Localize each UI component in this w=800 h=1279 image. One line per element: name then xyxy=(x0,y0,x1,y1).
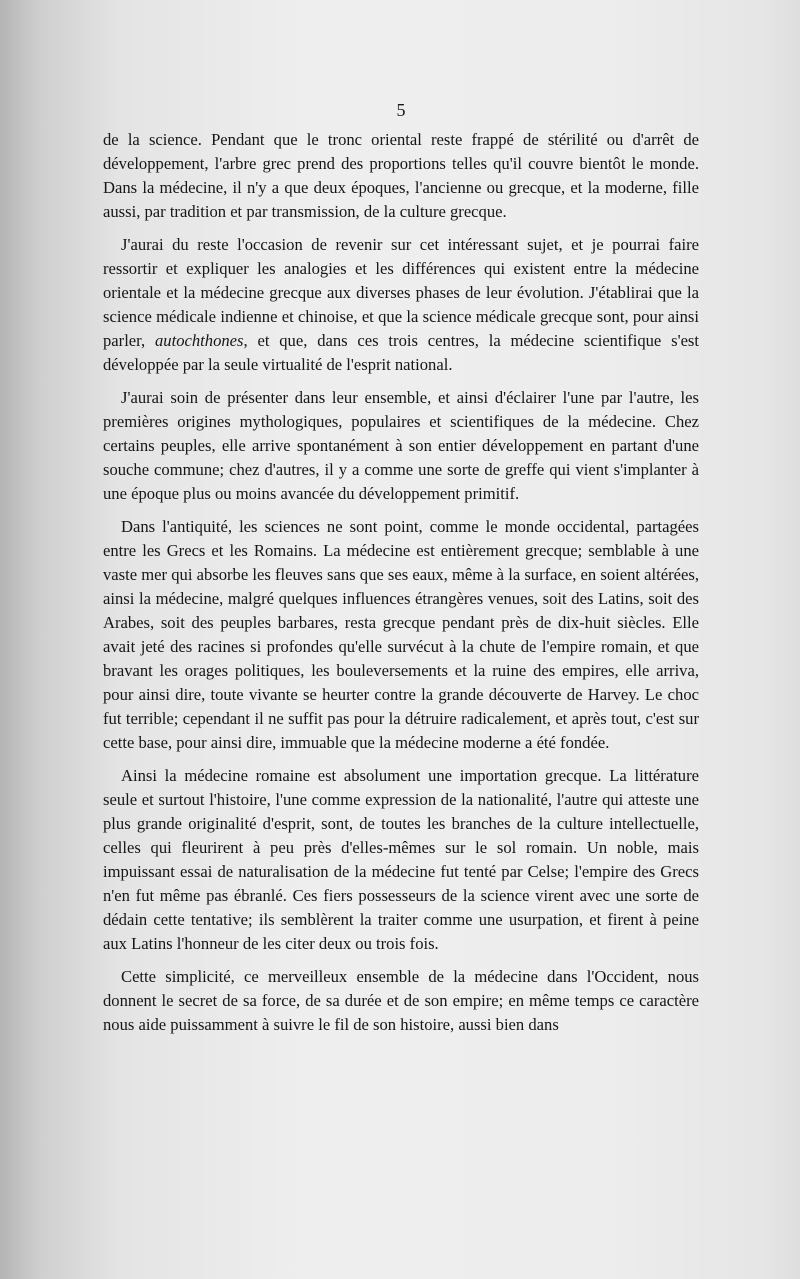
paragraph-5: Ainsi la médecine romaine est absolument une importation grecque. La littérature seule et surtout l'histoire, l'une comme expression de la nationalité, l'autre qui atteste une plus grande originalité d'esprit, sont, de toutes les branches de la culture intellectuelle, celles qui fleurirent à peu près d'elles-mêmes sur le sol romain. Un noble, mais impuissant essai de naturalisation de la médecine fut tenté par Celse; l'empire des Grecs n'en fut même pas ébranlé. Ces fiers possesseurs de la science virent avec une sorte de dédain cette tentative; ils semblèrent la traiter comme une usurpation, et firent à peine aux Latins l'honneur de les citer deux ou trois fois. xyxy=(103,766,699,953)
page-number: 5 xyxy=(396,100,406,120)
paragraph-2 xyxy=(103,233,699,377)
paragraph-4: Dans l'antiquité, les sciences ne sont point, comme le monde occidental, partagées entre les Grecs et les Romains. La médecine est entièrement grecque; semblable à une vaste mer qui absorbe les fleuves sans que ses eaux, même à la surface, en soient altérées, ainsi la médecine, malgré quelques influences étrangères venues, soit des Latins, soit des Arabes, soit des peuples barbares, resta grecque pendant près de dix-huit siècles. Elle avait jeté des racines si profondes qu'elle survécut à la chute de l'empire romain, et que bravant les orages politiques, les bouleversements et la ruine des empires, elle arriva, pour ainsi dire, toute vivante se heurter contre la grande découverte de Harvey. Le choc fut terrible; cependant il ne suffit pas pour la détruire radicalement, et après tout, c'est sur cette base, pour ainsi dire, immuable que la médecine moderne a été fondée. xyxy=(103,517,699,752)
paragraph-3: J'aurai soin de présenter dans leur ensemble, et ainsi d'éclairer l'une par l'autre, les premières origines mythologiques, populaires et scientifiques de la médecine. Chez certains peuples, elle arrive spontanément à son entier développement en partant d'une souche commune; chez d'autres, il y a comme une sorte de greffe qui vient s'implanter à une époque plus ou moins avancée du développement primitif. xyxy=(103,388,699,503)
paragraph-2-text-before: J'aurai du reste l'occasion de revenir sur cet intéressant sujet, et je pourrai faire ressortir et expliquer les analogies et les différences qui existent entre la médecine orientale et la médecine grecque aux diverses phases de leur évolution. J'établirai que la science médicale indienne et chinoise, et que la science médicale grecque sont, pour ainsi parler, xyxy=(103,235,699,350)
paragraph-6: Cette simplicité, ce merveilleux ensemble de la médecine dans l'Occident, nous donnent le secret de sa force, de sa durée et de son empire; en même temps ce caractère nous aide puissamment à suivre le fil de son histoire, aussi bien dans xyxy=(103,967,699,1034)
paragraph-1: de la science. Pendant que le tronc oriental reste frappé de stérilité ou d'arrêt de développement, l'arbre grec prend des proportions telles qu'il couvre bientôt le monde. Dans la médecine, il n'y a que deux époques, l'ancienne ou grecque, et la moderne, fille aussi, par tradition et par transmission, de la culture grecque. xyxy=(103,130,699,221)
page-text xyxy=(103,98,699,1046)
paragraph-2-emphasis: autochthones xyxy=(155,331,244,350)
paragraph-2-text-after: , et que, dans ces trois centres, la médecine scientifique s'est développée par la seule virtualité de l'esprit national. xyxy=(103,331,699,374)
